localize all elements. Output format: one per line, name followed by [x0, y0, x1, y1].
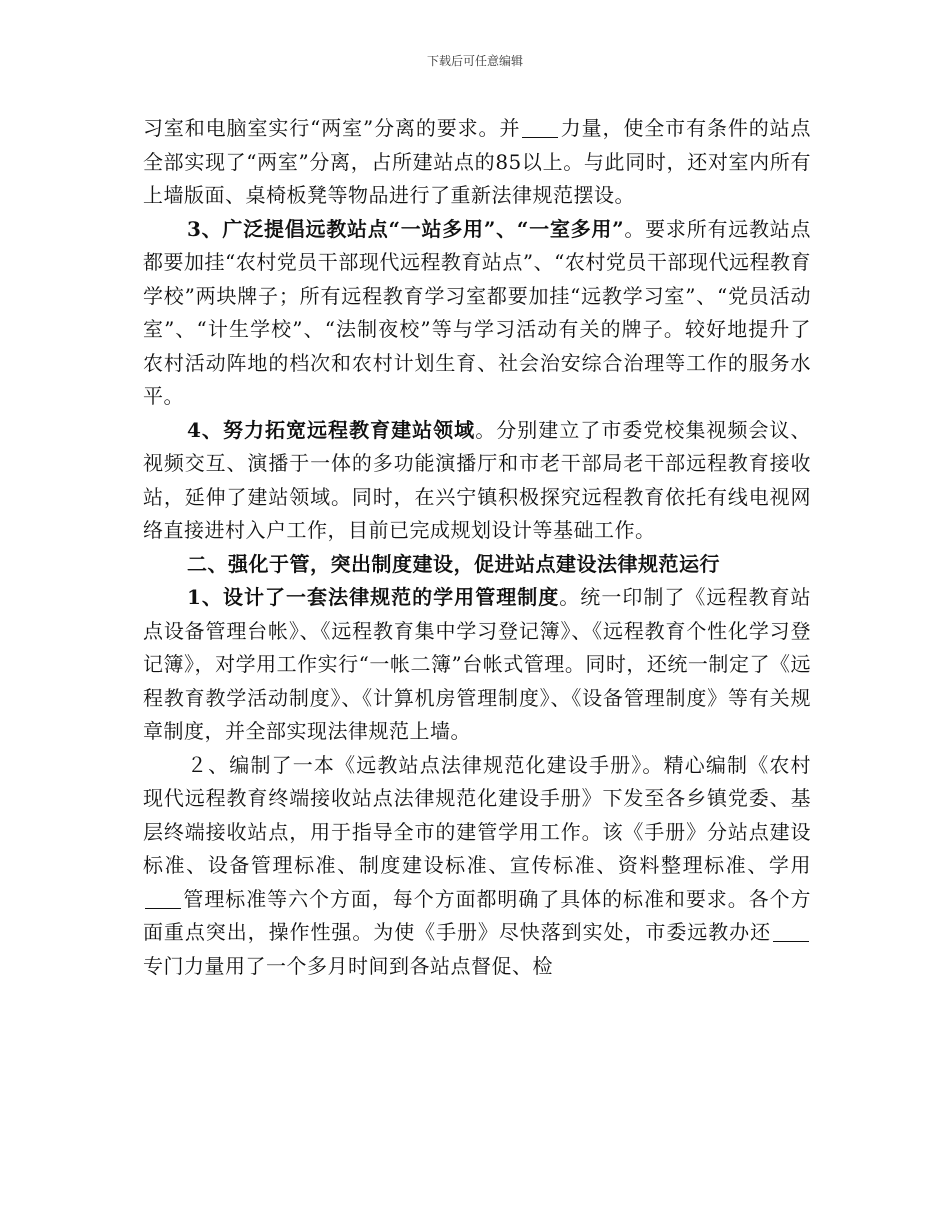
section-heading: 二、强化于管，突出制度建设，促进站点建设法律规范运行 — [187, 551, 720, 576]
fill-in-blank — [145, 888, 181, 909]
fill-in-blank — [773, 921, 809, 942]
paragraph-3-text: 。分别建立了市委党校集视频会议、视频交互、演播于一体的多功能演播厅和市老干部局老干部远程教育接收站，延伸了建站领域。同时，在兴宁镇积极探究远程教育依托有线电视网络直接进村入户工作，目前已完成规划设计等基础工作。 — [143, 417, 812, 542]
document-body — [143, 112, 811, 983]
paragraph-5-text-a: ２、编制了一本《远教站点法律规范化建设手册》。精心编制《农村现代远程教育终端接收站点法律规范化建设手册》下发至各乡镇党委、基层终端接收站点，用于指导全市的建管学用工作。该《手册》分站点建设标准、设备管理标准、制度建设标准、宣传标准、资料整理标准、学用 — [143, 752, 811, 877]
page-header: 下载后可任意编辑 — [426, 54, 523, 68]
paragraph-2-heading: 3、广泛提倡远教站点“一站多用”、“一室多用” — [187, 216, 625, 241]
paragraph-4 — [143, 581, 811, 749]
fill-in-blank — [522, 117, 558, 138]
paragraph-2 — [143, 213, 811, 414]
paragraph-4-text: 。统一印制了《远程教育站点设备管理台帐》、《远程教育集中学习登记簿》、《远程教育个性化学习登记簿》，对学用工作实行“一帐二簿”台帐式管理。同时，还统一制定了《远程教育教学活动制度》、《计算机房管理制度》、《设备管理制度》等有关规章制度，并全部实现法律规范上墙。 — [143, 585, 812, 743]
paragraph-3 — [143, 414, 811, 548]
paragraph-5 — [143, 749, 811, 984]
paragraph-1-text-b: 力量，使全市有条件的站点全部实现了“两室”分离，占所建站点的85以上。与此同时，还对室内所有上墙版面、桌椅板凳等物品进行了重新法律规范摆设。 — [143, 116, 812, 207]
paragraph-1-text-a: 习室和电脑室实行“两室”分离的要求。并 — [143, 116, 521, 140]
paragraph-4-heading: 1、设计了一套法律规范的学用管理制度 — [187, 585, 560, 609]
paragraph-1 — [143, 112, 811, 213]
paragraph-5-text-c: 专门力量用了一个多月时间到各站点督促、检 — [143, 953, 553, 978]
paragraph-3-heading: 4、努力拓宽远程教育建站领域 — [187, 417, 476, 442]
paragraph-5-text-b: 管理标准等六个方面，每个方面都明确了具体的标准和要求。各个方面重点突出，操作性强。为使《手册》尽快落到实处，市委远教办还 — [143, 886, 811, 944]
paragraph-2-text: 。要求所有远教站点都要加挂“农村党员干部现代远程教育站点”、“农村党员干部现代远程教育学校”两块牌子；所有远程教育学习室都要加挂“远教学习室”、“党员活动室”、“计生学校”、“法制夜校”等与学习活动有关的牌子。较好地提升了农村活动阵地的档次和农村计划生育、社会治安综合治理等工作的服务水平。 — [143, 216, 811, 408]
